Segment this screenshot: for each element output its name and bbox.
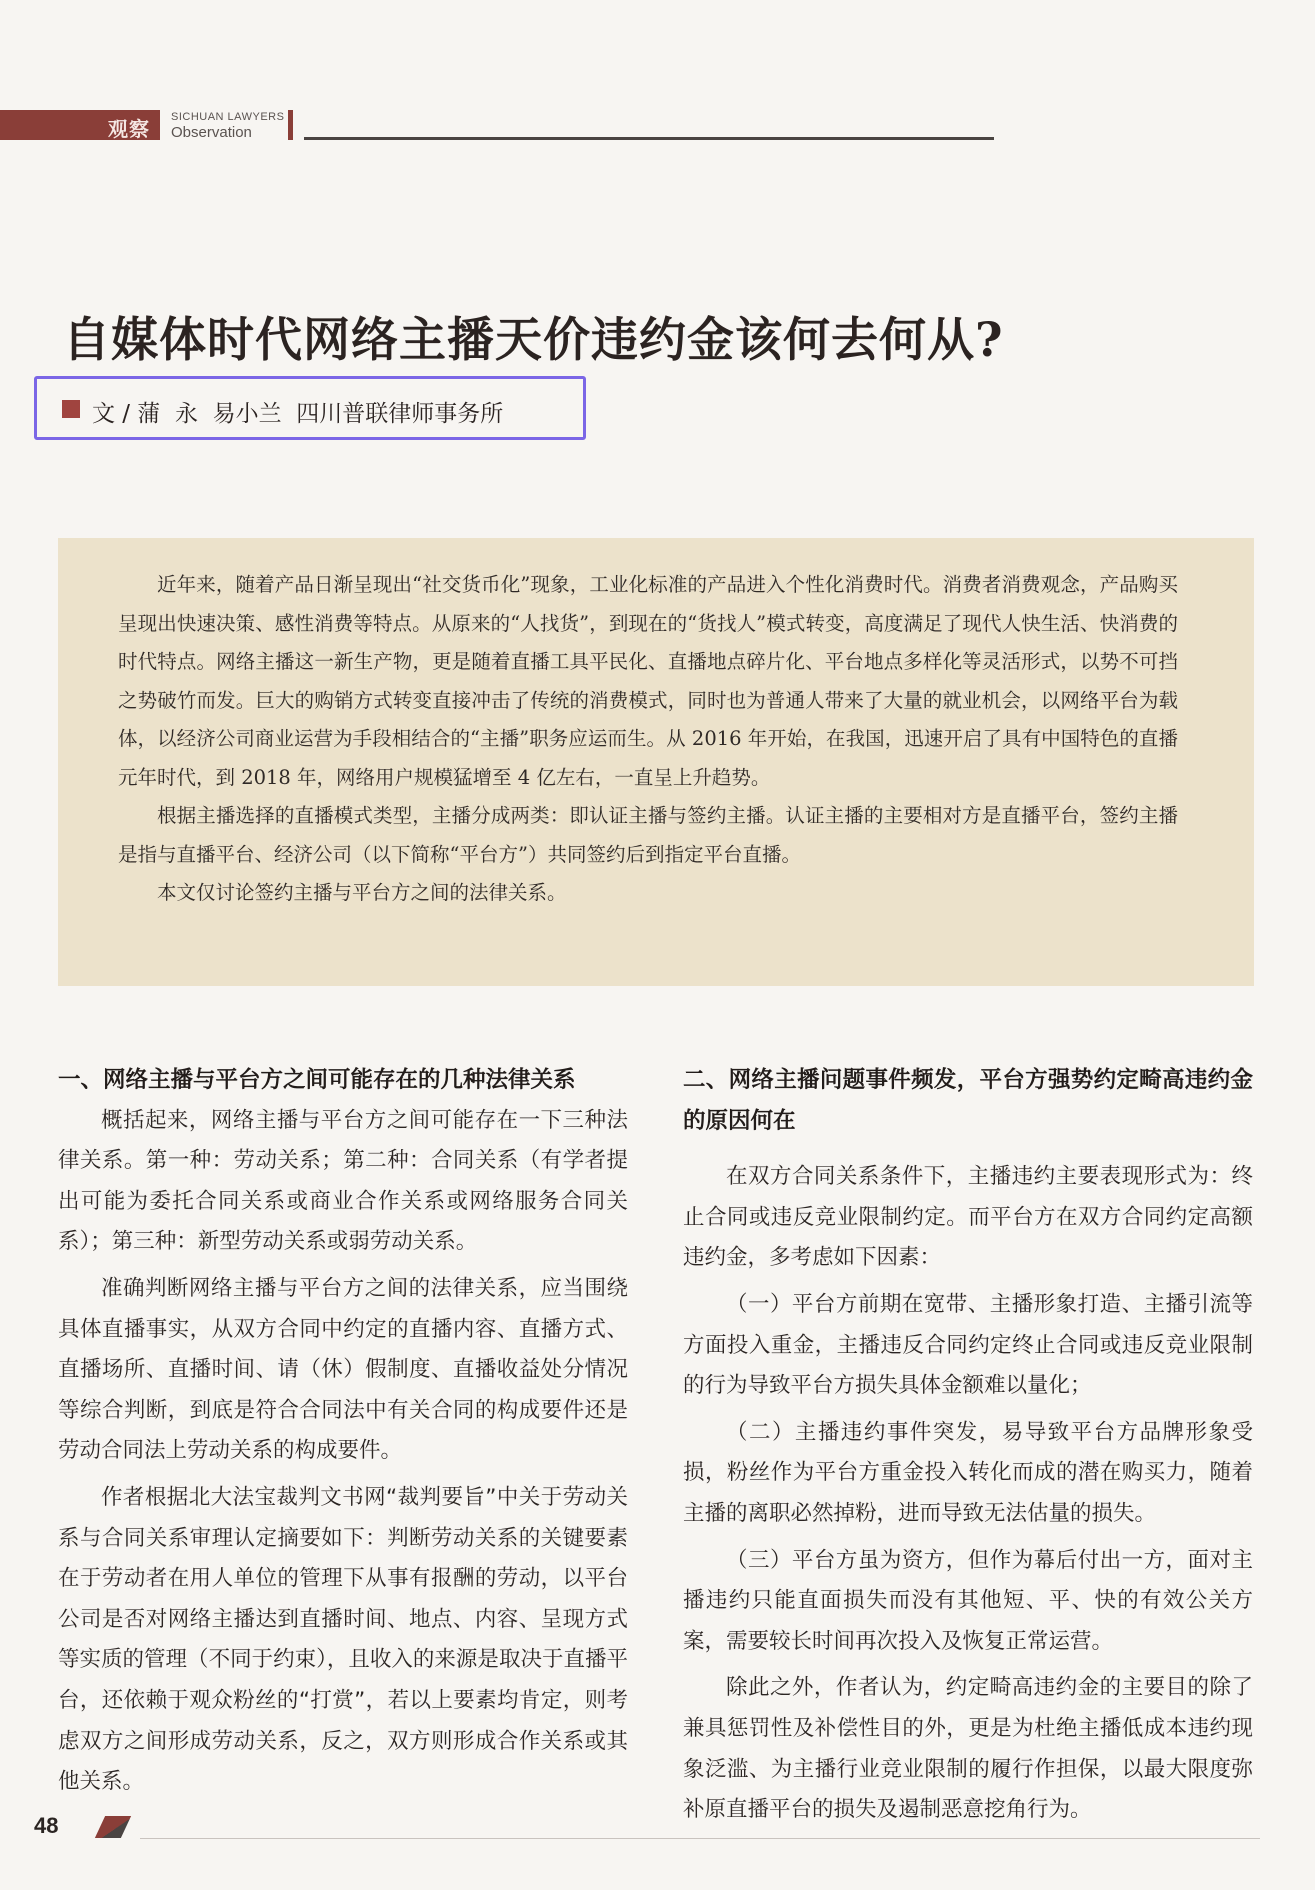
section-label-en: Observation bbox=[171, 124, 252, 141]
header-rule bbox=[304, 137, 994, 140]
body-paragraph: 作者根据北大法宝裁判文书网“裁判要旨”中关于劳动关系与合同关系审理认定摘要如下：判断劳动关系的关键要素在于劳动者在用人单位的管理下从事有报酬的劳动，以平台公司是否对网络主播达到直播时间、地点、内容、呈现方式等实质的管理（不同于约束），且收入的来源是取决于直播平台，还依赖于观众粉丝的“打赏”，若以上要素均肯定，则考虑双方之间形成劳动关系，反之，双方则形成合作关系或其他关系。 bbox=[58, 1484, 628, 1795]
abstract-paragraph: 本文仅讨论签约主播与平台方之间的法律关系。 bbox=[157, 881, 567, 904]
footer-rule bbox=[140, 1838, 1260, 1839]
abstract-paragraph: 近年来，随着产品日渐呈现出“社交货币化”现象，工业化标准的产品进入个性化消费时代。消费者消费观念，产品购买呈现出快速决策、感性消费等特点。从原来的“人找货”，到现在的“货找人”模式转变，高度满足了现代人快生活、快消费的时代特点。网络主播这一新生产物，更是随着直播工具平民化、直播地点碎片化、平台地点多样化等灵活形式，以势不可挡之势破竹而发。巨大的购销方式转变直接冲击了传统的消费模式，同时也为普通人带来了大量的就业机会，以网络平台为载体，以经济公司商业运营为手段相结合的“主播”职务应运而生。从 2016 年开始，在我国，迅速开启了具有中国特色的直播元年时代，到 2018 年，网络用户规模猛增至 4 亿左右，一直呈上升趋势。 bbox=[118, 573, 1178, 789]
left-column bbox=[58, 1060, 628, 1809]
body-paragraph: 准确判断网络主播与平台方之间的法律关系，应当围绕具体直播事实，从双方合同中约定的直播内容、直播方式、直播场所、直播时间、请（休）假制度、直播收益处分情况等综合判断，到底是符合合同法中有关合同的构成要件还是劳动合同法上劳动关系的构成要件。 bbox=[58, 1275, 628, 1464]
body-paragraph: （三）平台方虽为资方，但作为幕后付出一方，面对主播违约只能直面损失而没有其他短、平、快的有效公关方案，需要较长时间再次投入及恢复正常运营。 bbox=[683, 1547, 1253, 1654]
abstract-paragraph: 根据主播选择的直播模式类型，主播分成两类：即认证主播与签约主播。认证主播的主要相对方是直播平台，签约主播是指与直播平台、经济公司（以下简称“平台方”）共同签约后到指定平台直播。 bbox=[118, 804, 1178, 866]
body-paragraph: （一）平台方前期在宽带、主播形象打造、主播引流等方面投入重金，主播违反合同约定终止合同或违反竞业限制的行为导致平台方损失具体金额难以量化； bbox=[683, 1291, 1253, 1399]
magazine-name: SICHUAN LAWYERS bbox=[171, 111, 285, 123]
byline: 文 / 蒲 永 易小兰 四川普联律师事务所 bbox=[92, 401, 504, 427]
section-heading: 二、网络主播问题事件频发，平台方强势约定畸高违约金的原因何在 bbox=[683, 1067, 1253, 1134]
body-paragraph: （二）主播违约事件突发，易导致平台方品牌形象受损，粉丝作为平台方重金投入转化而成的潜在购买力，随着主播的离职必然掉粉，进而导致无法估量的损失。 bbox=[683, 1419, 1253, 1526]
footer-logo-mark bbox=[95, 1816, 131, 1838]
right-column bbox=[683, 1060, 1253, 1837]
header-divider bbox=[288, 110, 293, 140]
section-label-cn: 观察 bbox=[108, 117, 150, 141]
body-paragraph: 概括起来，网络主播与平台方之间可能存在一下三种法律关系。第一种：劳动关系；第二种：合同关系（有学者提出可能为委托合同关系或商业合作关系或网络服务合同关系）；第三种：新型劳动关系或弱劳动关系。 bbox=[58, 1107, 628, 1255]
article-title: 自媒体时代网络主播天价违约金该何去何从? bbox=[63, 313, 1004, 368]
body-paragraph: 在双方合同关系条件下，主播违约主要表现形式为：终止合同或违反竞业限制约定。而平台方在双方合同约定高额违约金，多考虑如下因素： bbox=[683, 1164, 1253, 1271]
section-heading: 一、网络主播与平台方之间可能存在的几种法律关系 bbox=[58, 1067, 576, 1093]
body-paragraph: 除此之外，作者认为，约定畸高违约金的主要目的除了兼具惩罚性及补偿性目的外，更是为杜绝主播低成本违约现象泛滥、为主播行业竞业限制的履行作担保，以最大限度弥补原直播平台的损失及遏制恶意挖角行为。 bbox=[683, 1675, 1253, 1823]
byline-bullet-icon bbox=[62, 400, 80, 418]
page-number: 48 bbox=[34, 1813, 59, 1838]
abstract bbox=[118, 566, 1178, 913]
